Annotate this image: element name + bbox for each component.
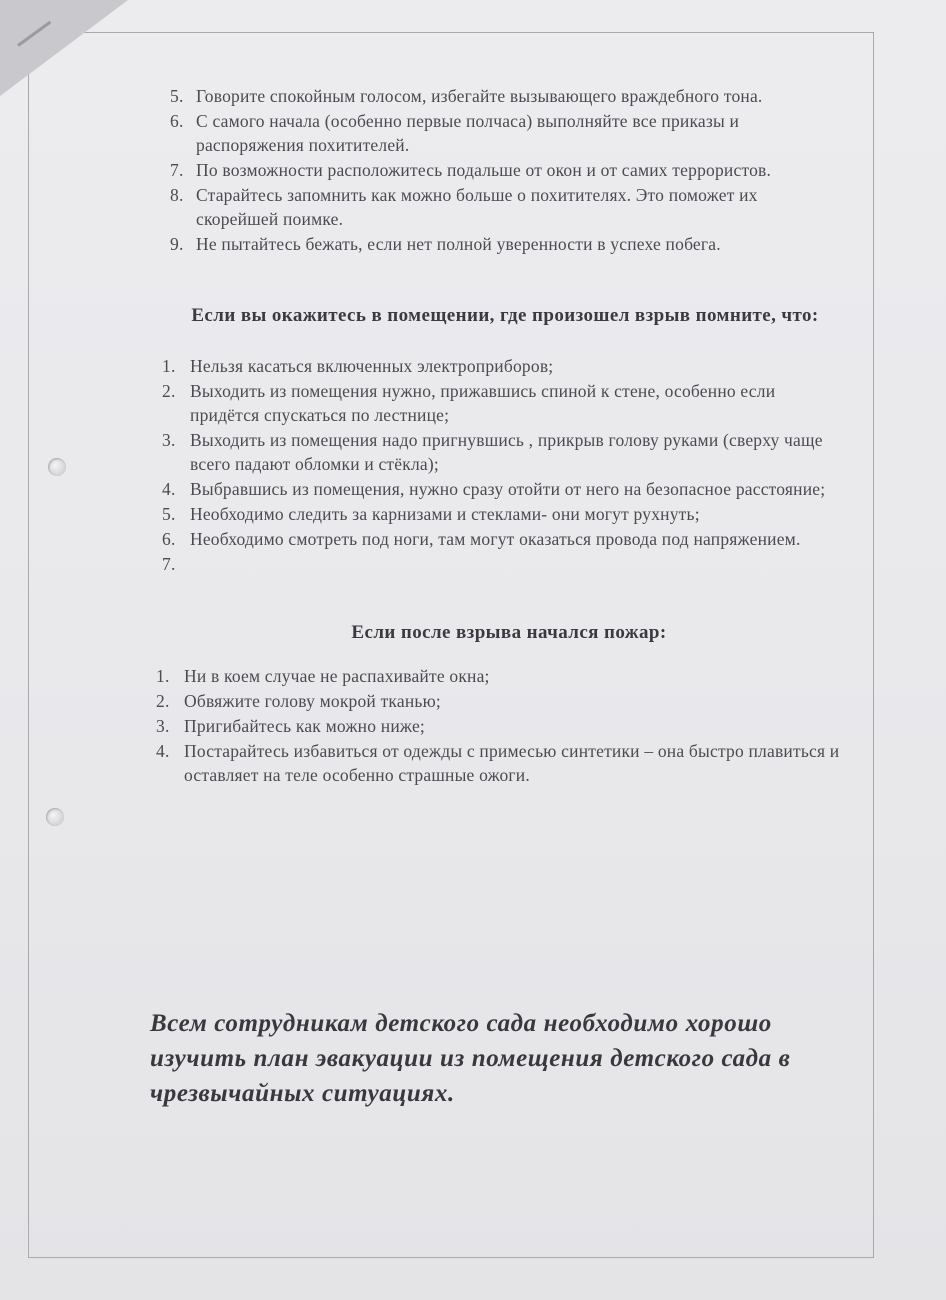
item-number: 4. bbox=[162, 479, 176, 499]
item-text bbox=[190, 554, 195, 574]
item-number: 6. bbox=[170, 111, 184, 131]
item-text: Обвяжите голову мокрой тканью; bbox=[184, 691, 441, 711]
item-number: 3. bbox=[156, 716, 170, 736]
item-text: Постарайтесь избавиться от одежды с примесью синтетики – она быстро плавиться и оставляет на теле особенно страшные ожоги. bbox=[184, 741, 840, 785]
list-item bbox=[150, 739, 840, 787]
list-item bbox=[150, 183, 840, 231]
item-text: Необходимо смотреть под ноги, там могут оказаться провода под напряжением. bbox=[190, 529, 801, 549]
item-number: 3. bbox=[162, 430, 176, 450]
item-number: 5. bbox=[162, 504, 176, 524]
list-item bbox=[150, 527, 840, 551]
item-number: 7. bbox=[162, 554, 176, 574]
hostage-instructions-list bbox=[150, 84, 840, 256]
list-item bbox=[150, 354, 840, 378]
fire-section-heading: Если после взрыва начался пожар: bbox=[351, 622, 667, 643]
list-item bbox=[150, 664, 840, 688]
item-text: Старайтесь запомнить как можно больше о похитителях. Это поможет их скорейшей поимке. bbox=[196, 185, 758, 229]
punch-hole-top bbox=[48, 458, 66, 476]
item-text: Выбравшись из помещения, нужно сразу отойти от него на безопасное расстояние; bbox=[190, 479, 826, 499]
document-body bbox=[150, 84, 840, 788]
item-text: Ни в коем случае не распахивайте окна; bbox=[184, 666, 490, 686]
item-text: Выходить из помещения нужно, прижавшись спиной к стене, особенно если придётся спускаться по лестнице; bbox=[190, 381, 776, 425]
explosion-section-heading: Если вы окажитесь в помещении, где произошел взрыв помните, что: bbox=[191, 305, 819, 326]
evacuation-plan-note: Всем сотрудникам детского сада необходимо хорошо изучить план эвакуации из помещения детского сада в чрезвычайных ситуациях. bbox=[150, 1010, 791, 1107]
item-text: По возможности расположитесь подальше от окон и от самих террористов. bbox=[196, 160, 772, 180]
list-item bbox=[150, 502, 840, 526]
fire-instructions-list bbox=[150, 664, 840, 787]
item-number: 1. bbox=[162, 356, 176, 376]
item-number: 2. bbox=[162, 381, 176, 401]
list-item bbox=[150, 689, 840, 713]
item-text: С самого начала (особенно первые полчаса) выполняйте все приказы и распоряжения похитителей. bbox=[196, 111, 740, 155]
list-item bbox=[150, 158, 840, 182]
item-number: 6. bbox=[162, 529, 176, 549]
list-item bbox=[150, 232, 840, 256]
folded-corner bbox=[0, 0, 128, 96]
item-text: Говорите спокойным голосом, избегайте вызывающего враждебного тона. bbox=[196, 86, 763, 106]
item-text: Нельзя касаться включенных электроприборов; bbox=[190, 356, 554, 376]
list-item bbox=[150, 477, 840, 501]
list-item bbox=[150, 428, 840, 476]
item-number: 9. bbox=[170, 234, 184, 254]
item-number: 5. bbox=[170, 86, 184, 106]
explosion-instructions-list bbox=[150, 354, 840, 576]
list-item bbox=[150, 109, 840, 157]
list-item bbox=[150, 552, 840, 576]
list-item bbox=[150, 84, 840, 108]
item-text: Выходить из помещения надо пригнувшись , прикрыв голову руками (сверху чаще всего падают обломки и стёкла); bbox=[190, 430, 823, 474]
item-number: 7. bbox=[170, 160, 184, 180]
item-number: 1. bbox=[156, 666, 170, 686]
item-text: Необходимо следить за карнизами и стеклами- они могут рухнуть; bbox=[190, 504, 700, 524]
punch-hole-bottom bbox=[46, 808, 64, 826]
list-item bbox=[150, 714, 840, 738]
item-text: Не пытайтесь бежать, если нет полной уверенности в успехе побега. bbox=[196, 234, 721, 254]
list-item bbox=[150, 379, 840, 427]
item-number: 8. bbox=[170, 185, 184, 205]
item-number: 4. bbox=[156, 741, 170, 761]
item-number: 2. bbox=[156, 691, 170, 711]
item-text: Пригибайтесь как можно ниже; bbox=[184, 716, 425, 736]
